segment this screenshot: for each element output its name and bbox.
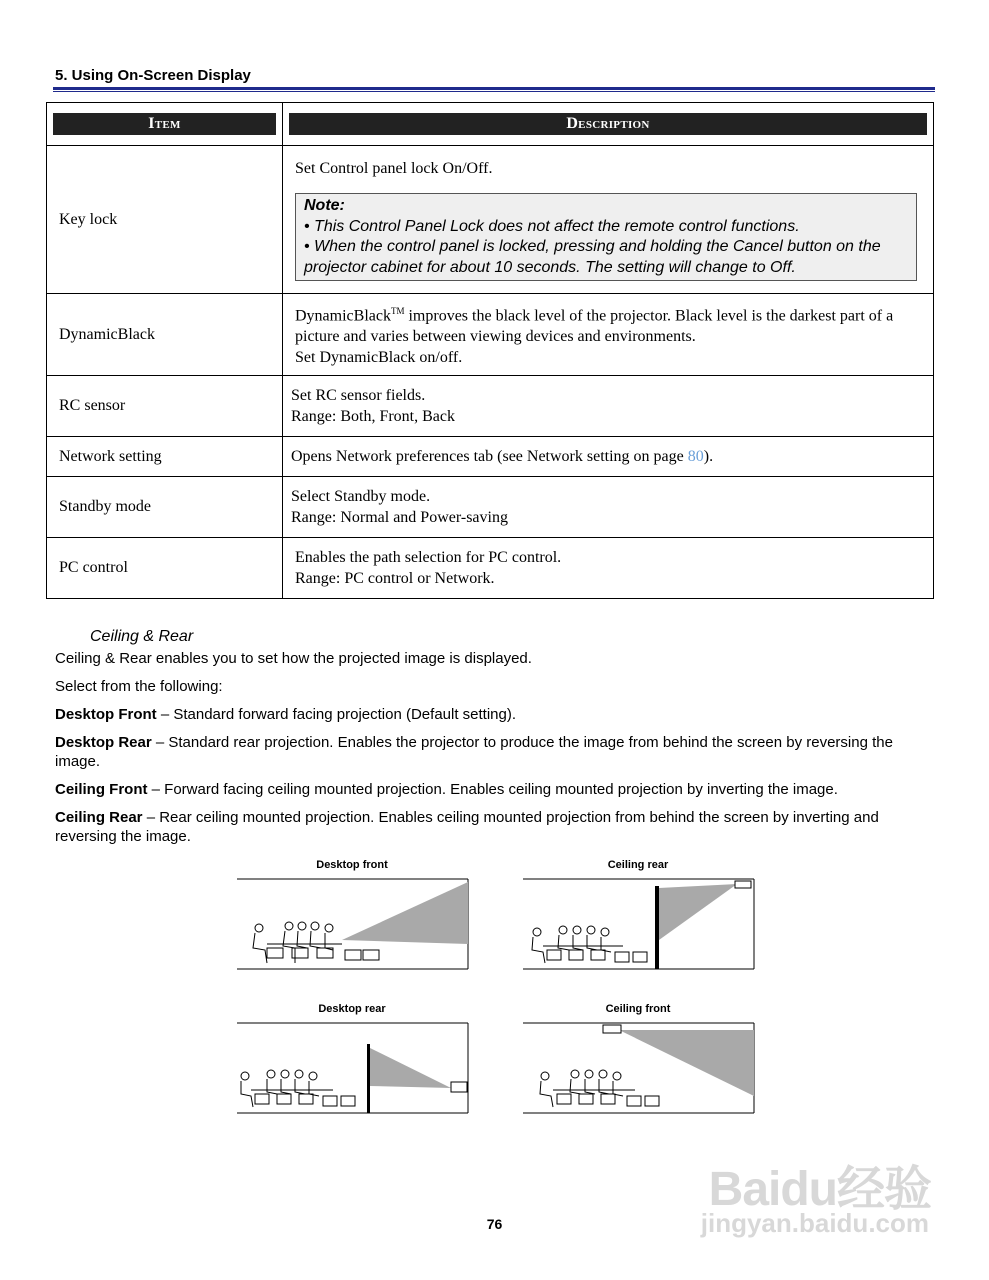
dynamicblack-text: improves the black level of the projector. Black level is the darkest part of a picture and varies between viewing devices and environments. (295, 307, 894, 346)
item-dynamicblack: DynamicBlack (47, 294, 283, 376)
diagram-desktop-front (237, 878, 469, 972)
header-cell-description (283, 103, 934, 146)
table-row (47, 376, 934, 437)
option-desktop-front: Desktop Front – Standard forward facing projection (Default setting). (55, 706, 517, 723)
pc-control-range: Range: PC control or Network. (295, 570, 495, 587)
note-title: Note: (304, 197, 345, 214)
diagram-ceiling-rear (523, 878, 755, 972)
item-pc-control: PC control (47, 538, 283, 599)
diagram-desktop-rear (237, 1022, 469, 1116)
header-rule (53, 87, 935, 90)
standby-range: Range: Normal and Power-saving (291, 509, 508, 526)
diagram-title-desktop-front: Desktop front (316, 859, 388, 871)
note-line: • This Control Panel Lock does not affect the remote control functions. (304, 217, 800, 235)
desc-network-setting (283, 437, 934, 477)
header-cell-item (47, 103, 283, 146)
table-row (47, 538, 934, 599)
select-text: Select from the following: (55, 678, 223, 695)
desc-dynamicblack (283, 294, 934, 376)
network-text: Opens Network preferences tab (see Network setting on page (291, 448, 688, 465)
diagram-title-ceiling-front: Ceiling front (605, 1003, 671, 1015)
header-rule-thin (53, 91, 935, 92)
key-lock-text: Set Control panel lock On/Off. (295, 160, 493, 177)
pc-control-text: Enables the path selection for PC control. (295, 549, 562, 566)
rc-sensor-text: Set RC sensor fields. (291, 387, 426, 404)
item-network-setting: Network setting (47, 437, 283, 477)
column-header-item: Item (53, 113, 276, 135)
diagram-ceiling-front (523, 1022, 755, 1116)
page-number: 76 (486, 1216, 503, 1232)
note-line: • When the control panel is locked, pressing and holding the Cancel button on the projector cabinet for about 10 seconds. The setting will change to Off. (304, 238, 881, 276)
item-standby-mode: Standby mode (47, 477, 283, 538)
diagram-title-desktop-rear: Desktop rear (318, 1003, 386, 1015)
desc-pc-control (283, 538, 934, 599)
table-row (47, 294, 934, 376)
item-rc-sensor: RC sensor (47, 376, 283, 437)
option-desktop-rear: Desktop Rear – Standard rear projection. Enables the projector to produce the image from behind the screen by reversing the image. (55, 734, 893, 770)
option-ceiling-rear: Ceiling Rear – Rear ceiling mounted projection. Enables ceiling mounted projection from behind the screen by inverting and reversing the image. (55, 809, 879, 845)
page-link[interactable]: 80 (687, 448, 704, 465)
desc-key-lock (283, 146, 934, 294)
rc-sensor-range: Range: Both, Front, Back (291, 408, 455, 425)
table-row (47, 437, 934, 477)
dynamicblack-setting: Set DynamicBlack on/off. (295, 349, 463, 367)
table-row (47, 477, 934, 538)
desc-standby-mode (283, 477, 934, 538)
intro-text: Ceiling & Rear enables you to set how the projected image is displayed. (55, 650, 532, 667)
desc-rc-sensor (283, 376, 934, 437)
settings-table (46, 102, 934, 599)
watermark-site: jingyan.baidu.com (700, 1208, 929, 1238)
watermark-brand: Baidu经验 (708, 1163, 931, 1216)
option-ceiling-front: Ceiling Front – Forward facing ceiling mounted projection. Enables ceiling mounted projection by inverting the image. (55, 781, 838, 798)
trademark: TM (390, 305, 405, 316)
section-title: 5. Using On-Screen Display (55, 67, 251, 84)
diagram-title-ceiling-rear: Ceiling rear (607, 859, 669, 871)
column-header-description: Description (289, 113, 927, 135)
note-box (295, 193, 917, 281)
subsection-caption: Ceiling & Rear (90, 628, 194, 645)
dynamicblack-name: DynamicBlack (295, 307, 391, 325)
item-key-lock: Key lock (47, 146, 283, 294)
table-row (47, 146, 934, 294)
network-text-end: ). (703, 448, 714, 465)
table-header-row (47, 103, 934, 146)
standby-text: Select Standby mode. (291, 488, 431, 505)
